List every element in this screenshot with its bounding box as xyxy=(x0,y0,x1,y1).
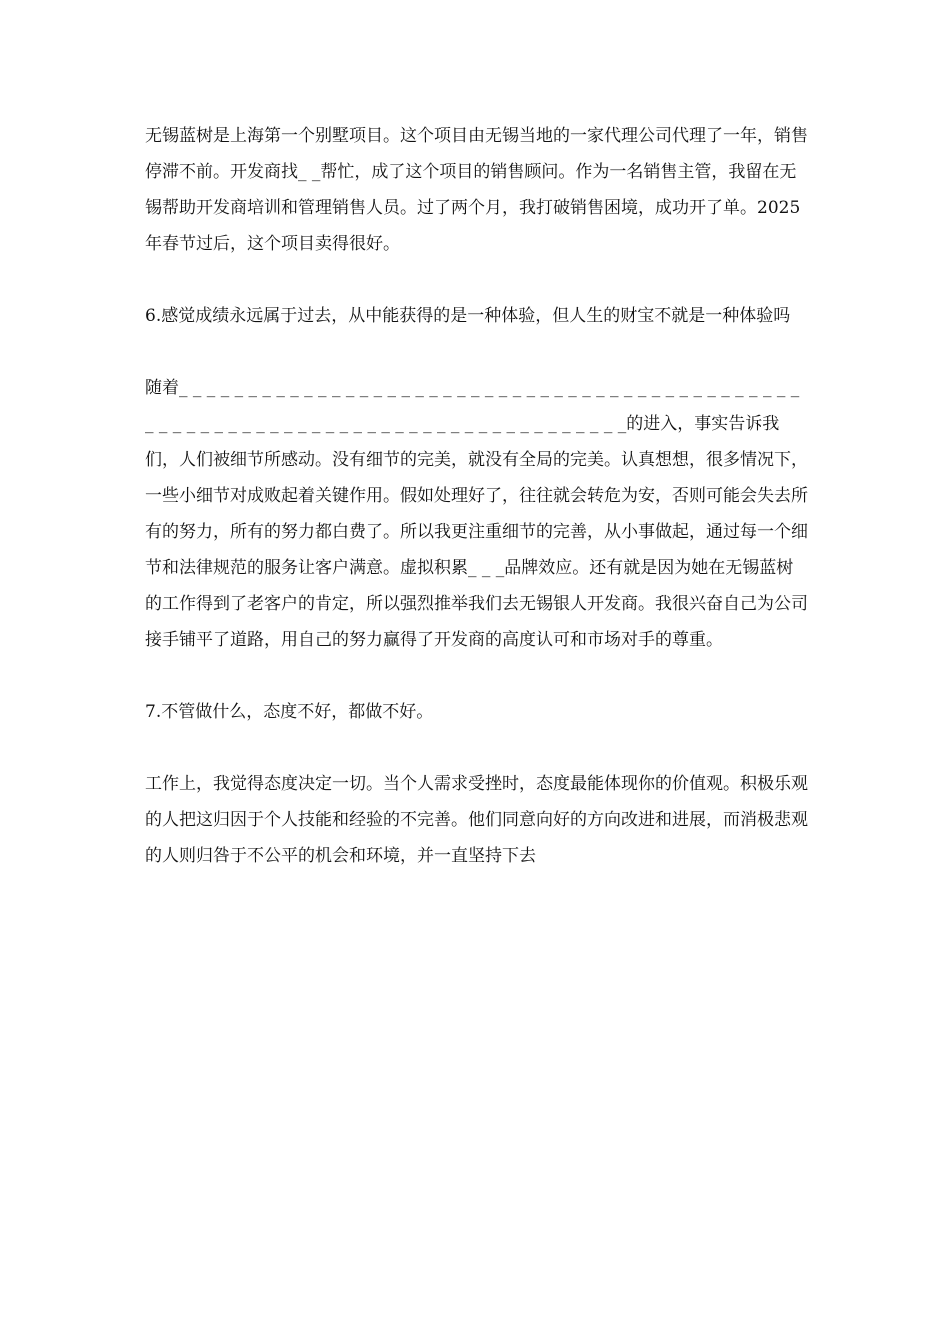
heading-7: 7.不管做什么，态度不好，都做不好。 xyxy=(145,702,434,722)
paragraph-attitude: 工作上，我觉得态度决定一切。当个人需求受挫时，态度最能体现你的价值观。积极乐观的人把这归因于个人技能和经验的不完善。他们同意向好的方向改进和进展，而消极悲观的人则归咎于不公平的机会和环境，并一直坚持下去 xyxy=(145,774,808,866)
document-body xyxy=(145,118,810,874)
paragraph-details: 随着_ _ _ _ _ _ _ _ _ _ _ _ _ _ _ _ _ _ _ _ _ _ _ _ _ _ _ _ _ _ _ _ _ _ _ _ _ _ _ _ _ _ _ _ _ _ _ _ _ _ _ _ _ _ _ _ _ _ _ _ _ _ _ _ _ _ _ _ _ _ _ _ _ _ _ _ _ _ _ _的进入，事实告诉我们，人们被细节所感动。没有细节的完美，就没有全局的完美。认真想想，很多情况下，一些小细节对成败起着关键作用。假如处理好了，往往就会转危为安，否则可能会失去所有的努力，所有的努力都白费了。所以我更注重细节的完善，从小事做起，通过每一个细节和法律规范的服务让客户满意。虚拟积累_ _ _品牌效应。还有就是因为她在无锡蓝树的工作得到了老客户的肯定，所以强烈推举我们去无锡银人开发商。我很兴奋自己为公司接手铺平了道路，用自己的努力赢得了开发商的高度认可和市场对手的尊重。 xyxy=(145,378,808,650)
heading-6: 6.感觉成绩永远属于过去，从中能获得的是一种体验，但人生的财宝不就是一种体验吗 xyxy=(145,306,791,326)
paragraph-wuxi-project: 无锡蓝树是上海第一个别墅项目。这个项目由无锡当地的一家代理公司代理了一年，销售停滞不前。开发商找_ _帮忙，成了这个项目的销售顾问。作为一名销售主管，我留在无锡帮助开发商培训和管理销售人员。过了两个月，我打破销售困境，成功开了单。2025年春节过后，这个项目卖得很好。 xyxy=(145,126,808,254)
